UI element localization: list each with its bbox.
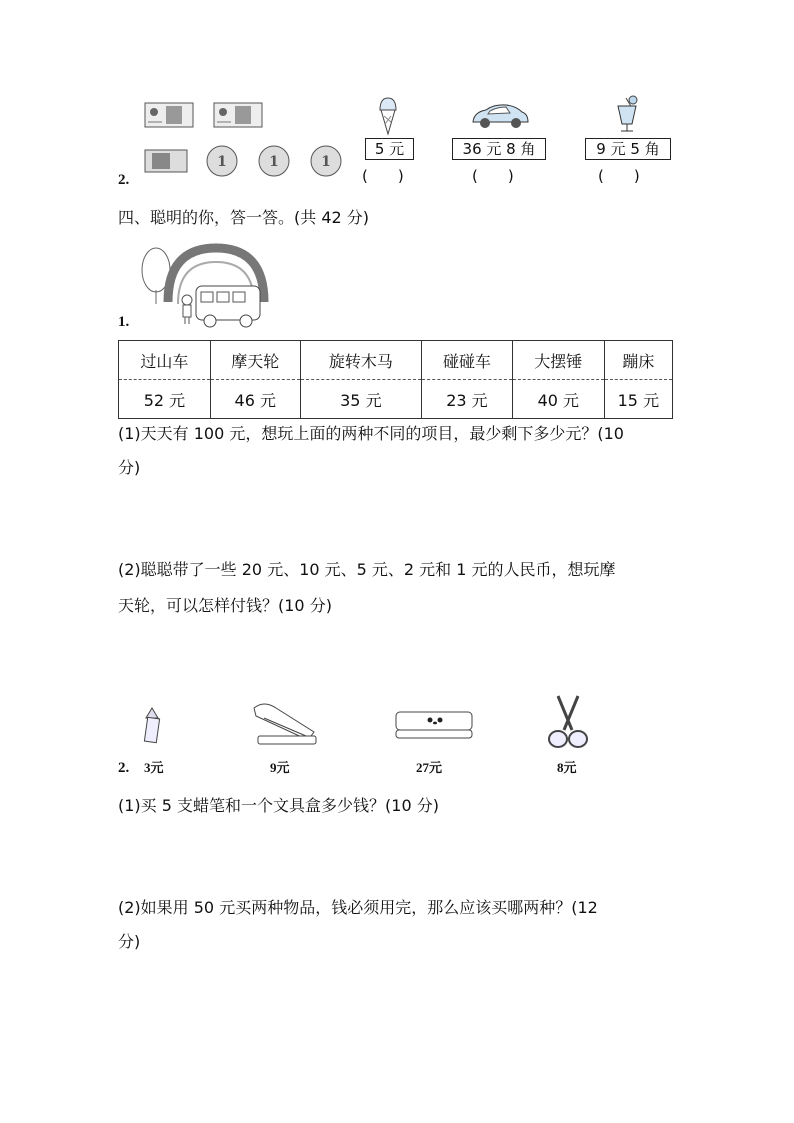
question-number-top: 2. bbox=[118, 172, 130, 188]
car-icon bbox=[470, 100, 530, 132]
q2-sub1: (1)买 5 支蜡笔和一个文具盒多少钱？(10 分) bbox=[118, 796, 439, 815]
answer-blank-1[interactable]: ( ) bbox=[362, 167, 404, 185]
table-price-row bbox=[119, 380, 673, 419]
amusement-park-illustration bbox=[138, 242, 278, 328]
ice-cream-icon bbox=[376, 96, 400, 136]
table-cell: 蹦床 bbox=[604, 341, 672, 380]
q1-sub1-line2: 分) bbox=[118, 458, 141, 477]
svg-text:1: 1 bbox=[321, 154, 331, 170]
price-box-2: 36 元 8 角 bbox=[452, 138, 546, 160]
drink-icon bbox=[612, 94, 642, 134]
table-cell: 过山车 bbox=[119, 341, 211, 380]
stapler-price: 9元 bbox=[270, 760, 290, 775]
scissors-price: 8元 bbox=[557, 760, 577, 775]
answer-blank-3[interactable]: ( ) bbox=[598, 167, 640, 185]
rides-price-table bbox=[118, 340, 673, 419]
q1-sub2-line2: 天轮，可以怎样付钱？(10 分) bbox=[118, 596, 332, 615]
money-group bbox=[140, 98, 350, 183]
scissors-icon bbox=[544, 692, 592, 750]
section-title: 四、聪明的你，答一答。(共 42 分) bbox=[118, 208, 370, 227]
stapler-icon bbox=[248, 696, 320, 748]
table-cell: 大摆锤 bbox=[512, 341, 604, 380]
crayon-price: 3元 bbox=[144, 760, 164, 775]
table-cell: 46 元 bbox=[210, 380, 300, 419]
table-cell: 35 元 bbox=[300, 380, 421, 419]
table-cell: 旋转木马 bbox=[300, 341, 421, 380]
price-box-3: 9 元 5 角 bbox=[585, 138, 671, 160]
svg-text:1: 1 bbox=[269, 154, 279, 170]
answer-blank-2[interactable]: ( ) bbox=[472, 167, 514, 185]
table-cell: 40 元 bbox=[512, 380, 604, 419]
q1-sub1-line1: (1)天天有 100 元，想玩上面的两种不同的项目，最少剩下多少元？(10 bbox=[118, 424, 624, 443]
pencil-case-icon bbox=[394, 708, 474, 742]
table-cell: 摩天轮 bbox=[210, 341, 300, 380]
banknotes-and-coins-icon bbox=[140, 98, 350, 183]
price-box-1: 5 元 bbox=[365, 138, 414, 160]
table-cell: 52 元 bbox=[119, 380, 211, 419]
table-cell: 15 元 bbox=[604, 380, 672, 419]
table-cell: 23 元 bbox=[422, 380, 513, 419]
table-cell: 碰碰车 bbox=[422, 341, 513, 380]
question-number-2: 2. bbox=[118, 760, 130, 776]
table-header-row bbox=[119, 341, 673, 380]
question-number-1: 1. bbox=[118, 314, 130, 330]
q2-sub2-line1: (2)如果用 50 元买两种物品，钱必须用完，那么应该买哪两种？(12 bbox=[118, 898, 598, 917]
q2-sub2-line2: 分) bbox=[118, 932, 141, 951]
crayon-icon bbox=[140, 706, 164, 744]
q1-sub2-line1: (2)聪聪带了一些 20 元、10 元、5 元、2 元和 1 元的人民币，想玩摩 bbox=[118, 560, 616, 579]
pencil-case-price: 27元 bbox=[416, 760, 443, 775]
svg-text:1: 1 bbox=[217, 154, 227, 170]
